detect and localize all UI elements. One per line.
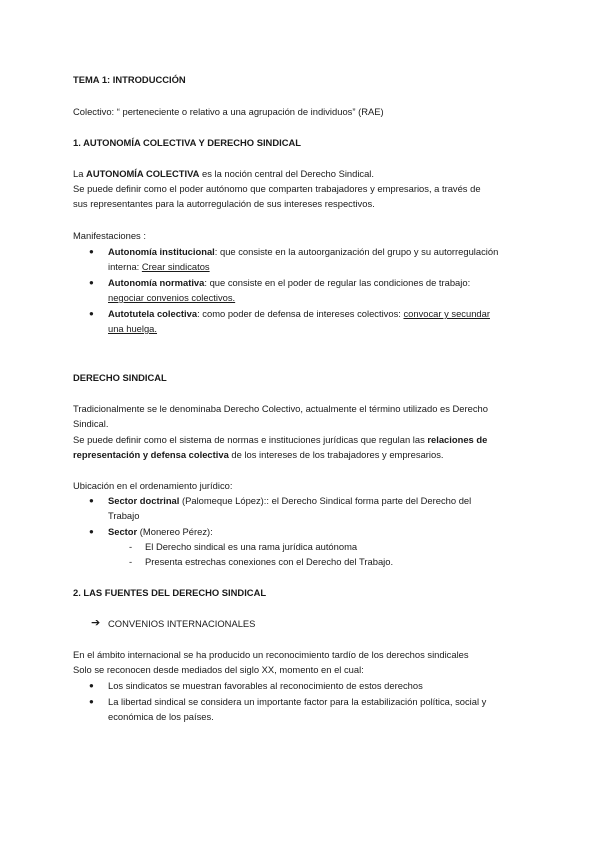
autonomy-definition-line2: sus representantes para la autorregulación de sus intereses respectivos. <box>73 198 375 209</box>
manifest-institucional-line2: interna: Crear sindicatos <box>108 261 210 272</box>
autonomy-intro: La AUTONOMÍA COLECTIVA es la noción central del Derecho Sindical. <box>73 168 374 179</box>
section2-p2: Solo se reconocen desde mediados del siglo XX, momento en el cual: <box>73 664 364 675</box>
derecho-p1-line2: Sindical. <box>73 418 109 429</box>
section2-p1: En el ámbito internacional se ha producido un reconocimiento tardío de los derechos sindicales <box>73 649 469 660</box>
sector-subitem: Presenta estrechas conexiones con el Derecho del Trabajo. <box>145 556 394 567</box>
section2-bullet: Los sindicatos se muestran favorables al reconocimiento de estos derechos <box>108 680 423 691</box>
manifest-normativa-line1: Autonomía normativa: que consiste en el poder de regular las condiciones de trabajo: <box>108 277 471 288</box>
manifest-institucional-line1: Autonomía institucional: que consiste en la autoorganización del grupo y su autorregulación <box>108 246 499 257</box>
section2-bullet-continuation: económica de los países. <box>108 711 214 722</box>
document-title: TEMA 1: INTRODUCCIÓN <box>73 74 186 85</box>
section2-heading: 2. LAS FUENTES DEL DERECHO SINDICAL <box>73 587 267 598</box>
bullet-icon: ● <box>89 278 94 287</box>
bullet-icon: ● <box>89 247 94 256</box>
ubicacion-doctrinal-line1: Sector doctrinal (Palomeque López):: el Derecho Sindical forma parte del Derecho del <box>108 495 472 506</box>
manifest-autotutela-line2: una huelga. <box>108 323 158 334</box>
bullet-icon: ● <box>89 496 94 505</box>
manifest-autotutela-line1: Autotutela colectiva: como poder de defensa de intereses colectivos: convocar y secundar <box>108 308 490 319</box>
autonomy-definition-line1: Se puede definir como el poder autónomo que comparten trabajadores y empresarios, a través de <box>73 183 481 194</box>
arrow-right-icon: ➔ <box>91 617 101 629</box>
derecho-sindical-heading: DERECHO SINDICAL <box>73 372 167 383</box>
sector-subitem: El Derecho sindical es una rama jurídica autónoma <box>145 541 358 552</box>
manifest-normativa-line2: negociar convenios colectivos. <box>108 292 236 303</box>
derecho-p2-line2: representación y defensa colectiva de los intereses de los trabajadores y empresarios. <box>73 449 444 460</box>
bullet-icon: ● <box>89 697 94 706</box>
ubicacion-doctrinal-line2: Trabajo <box>108 510 140 521</box>
section1-heading: 1. AUTONOMÍA COLECTIVA Y DERECHO SINDICAL <box>73 137 301 148</box>
derecho-p2-line1: Se puede definir como el sistema de normas e instituciones jurídicas que regulan las relaciones de <box>73 434 488 445</box>
bullet-icon: ● <box>89 309 94 318</box>
dash-marker: - <box>129 556 133 567</box>
derecho-p1-line1: Tradicionalmente se le denominaba Derecho Colectivo, actualmente el término utilizado es Derecho <box>73 403 488 414</box>
section2-bullet: La libertad sindical se considera un importante factor para la estabilización política, social y <box>108 696 487 707</box>
convenios-subheading: CONVENIOS INTERNACIONALES <box>108 618 256 629</box>
dash-marker: - <box>129 541 133 552</box>
bullet-icon: ● <box>89 527 94 536</box>
manifestations-label: Manifestaciones : <box>73 230 146 241</box>
ubicacion-sector-line: Sector (Monereo Pérez): <box>108 526 213 537</box>
definition-text: Colectivo: “ perteneciente o relativo a una agrupación de individuos” (RAE) <box>73 106 384 117</box>
ubicacion-label: Ubicación en el ordenamiento jurídico: <box>73 480 233 491</box>
bullet-icon: ● <box>89 681 94 690</box>
